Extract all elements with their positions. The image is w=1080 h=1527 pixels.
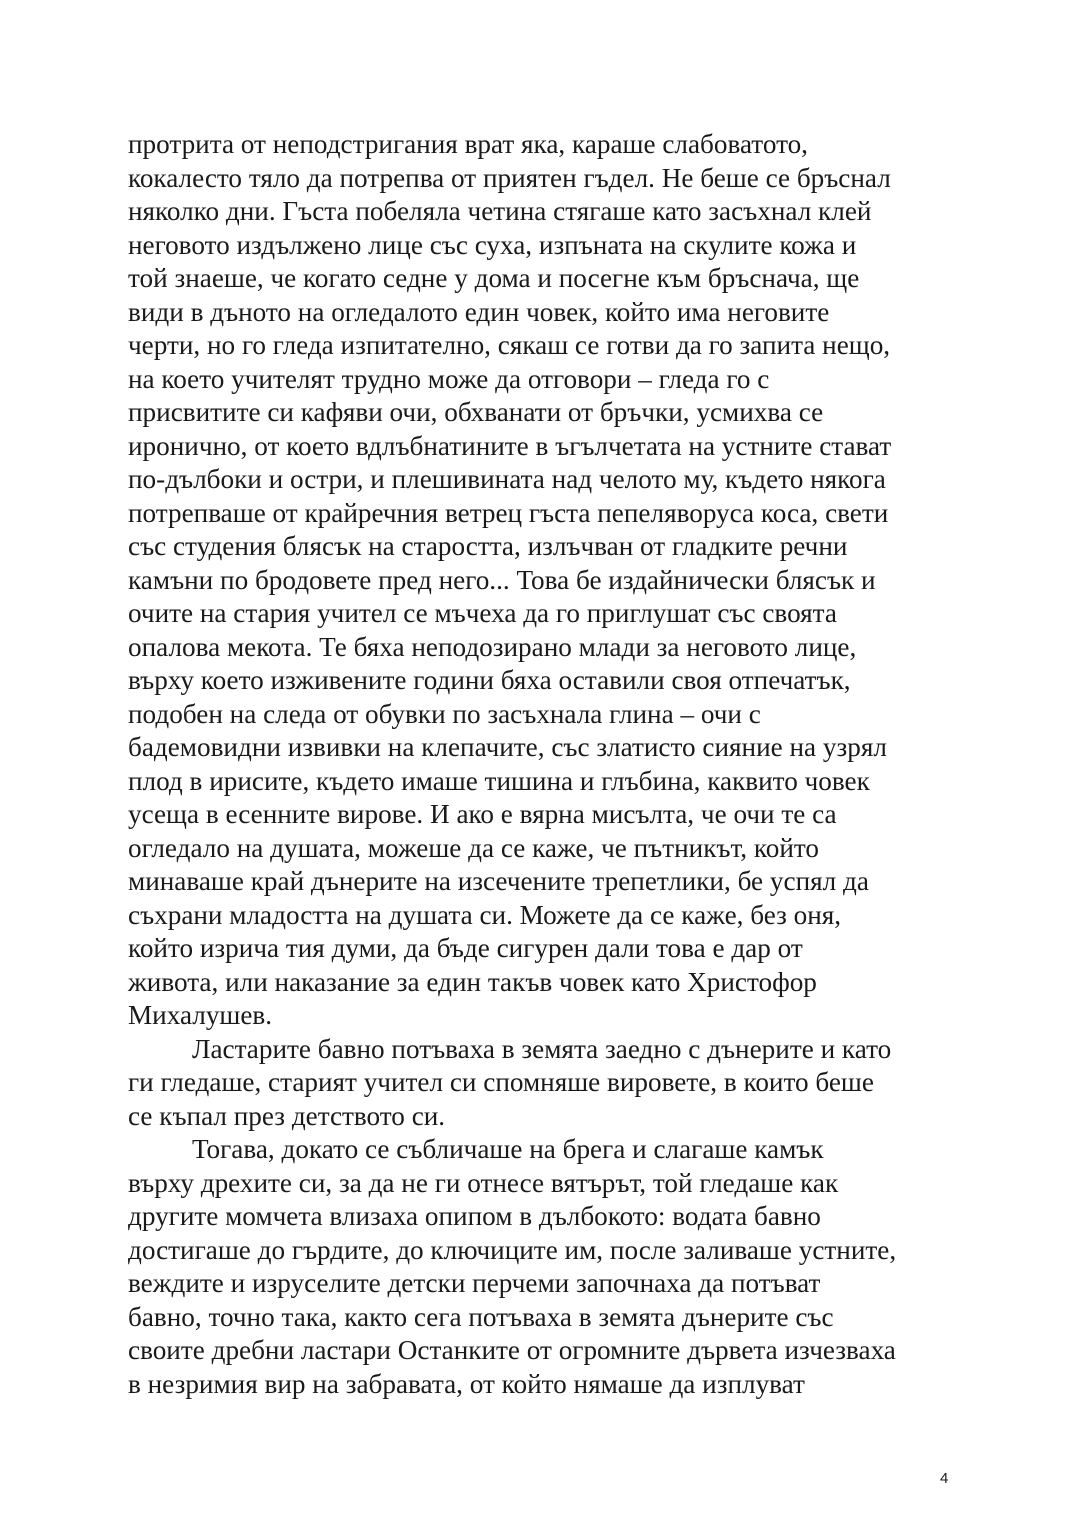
text-line: бавно, точно така, както сега потъваха в земята дънерите със [128,1301,834,1332]
text-line: камъни по бродовете пред него... Това бе издайнически блясък и [128,564,876,595]
text-line: веждите и изруселите детски перчеми започнаха да потъват [128,1268,821,1298]
text-line: Ластарите бавно потъваха в земята заедно с дънерите и като [192,1033,892,1064]
text-line: минаваше край дънерите на изсечените трепетлики, бе успял да [128,866,869,896]
text-line: върху което изживените години бяха оставили своя отпечатък, [128,665,851,695]
text-line: се къпал през детството си. [128,1100,446,1131]
text-line: очите на стария учител се мъчеха да го приглушат със своята [128,598,837,628]
text-line: плод в ирисите, където имаше тишина и глъбина, каквито човек [128,765,870,796]
text-line: неговото издължено лице със суха, изпъната на скулите кожа и [128,229,857,260]
text-line: Тогава, докато се събличаше на брега и слагаше камък [192,1134,824,1164]
text-line: черти, но го гледа изпитателно, сякаш се готви да го запита нещо, [128,330,891,360]
text-line: кокалесто тяло да потрепва от приятен гъдел. Не беше се бръснал [128,162,891,193]
text-line: другите момчета влизаха опипом в дълбокото: водата бавно [128,1201,821,1231]
text-line: Михалушев. [128,1000,273,1030]
text-line: съхрани младостта на душата си. Можете да се каже, без оня, [128,899,842,930]
text-line: със студения блясък на старостта, излъчван от гладките речни [128,531,848,561]
text-line: в незримия вир на забравата, от който нямаше да изплуват [128,1368,805,1399]
text-line: бадемовидни извивки на клепачите, със златисто сияние на узрял [128,732,887,762]
text-line: усеща в есенните вирове. И ако е вярна мисълта, че очи те са [128,799,837,829]
text-line: по-дълбоки и остри, и плешивината над челото му, където някога [128,464,886,494]
text-line: ги гледаше, старият учител си спомняше вировете, в които беше [128,1067,874,1097]
page-number: 4 [940,1470,949,1487]
text-line: на което учителят трудно може да отговори – гледа го с [128,363,770,394]
text-line: своите дребни ластари Останките от огромните дървета изчезваха [128,1335,896,1365]
text-line: присвитите си кафяви очи, обхванати от бръчки, усмихва се [128,397,824,427]
text-line: няколко дни. Гъста побеляла четина стягаше като засъхнал клей [128,196,872,226]
text-line: който изрича тия думи, да бъде сигурен дали това е дар от [128,933,803,963]
text-line: достигаше до гърдите, до ключиците им, после заливаше устните, [128,1234,897,1265]
text-line: върху дрехите си, за да не ги отнесе вятърът, той гледаше как [128,1167,839,1198]
text-line: той знаеше, че когато седне у дома и посегне към бръснача, ще [128,263,860,293]
body-text [128,128,988,1401]
text-line: опалова мекота. Те бяха неподозирано млади за неговото лице, [128,631,857,662]
text-line: потрепваше от крайречния ветрец гъста пепеляворуса коса, свети [128,497,889,528]
text-line: живота, или наказание за един такъв човек като Христофор [128,966,817,997]
text-line: протрита от неподстригания врат яка, караше слабоватото, [128,129,808,159]
text-line: иронично, от което вдлъбнатините в ъгълчетата на устните стават [128,430,892,461]
text-line: огледало на душата, можеше да се каже, че пътникът, който [128,832,819,863]
text-line: подобен на следа от обувки по засъхнала глина – очи с [128,698,761,729]
text-line: види в дъното на огледалото един човек, който има неговите [128,296,830,327]
